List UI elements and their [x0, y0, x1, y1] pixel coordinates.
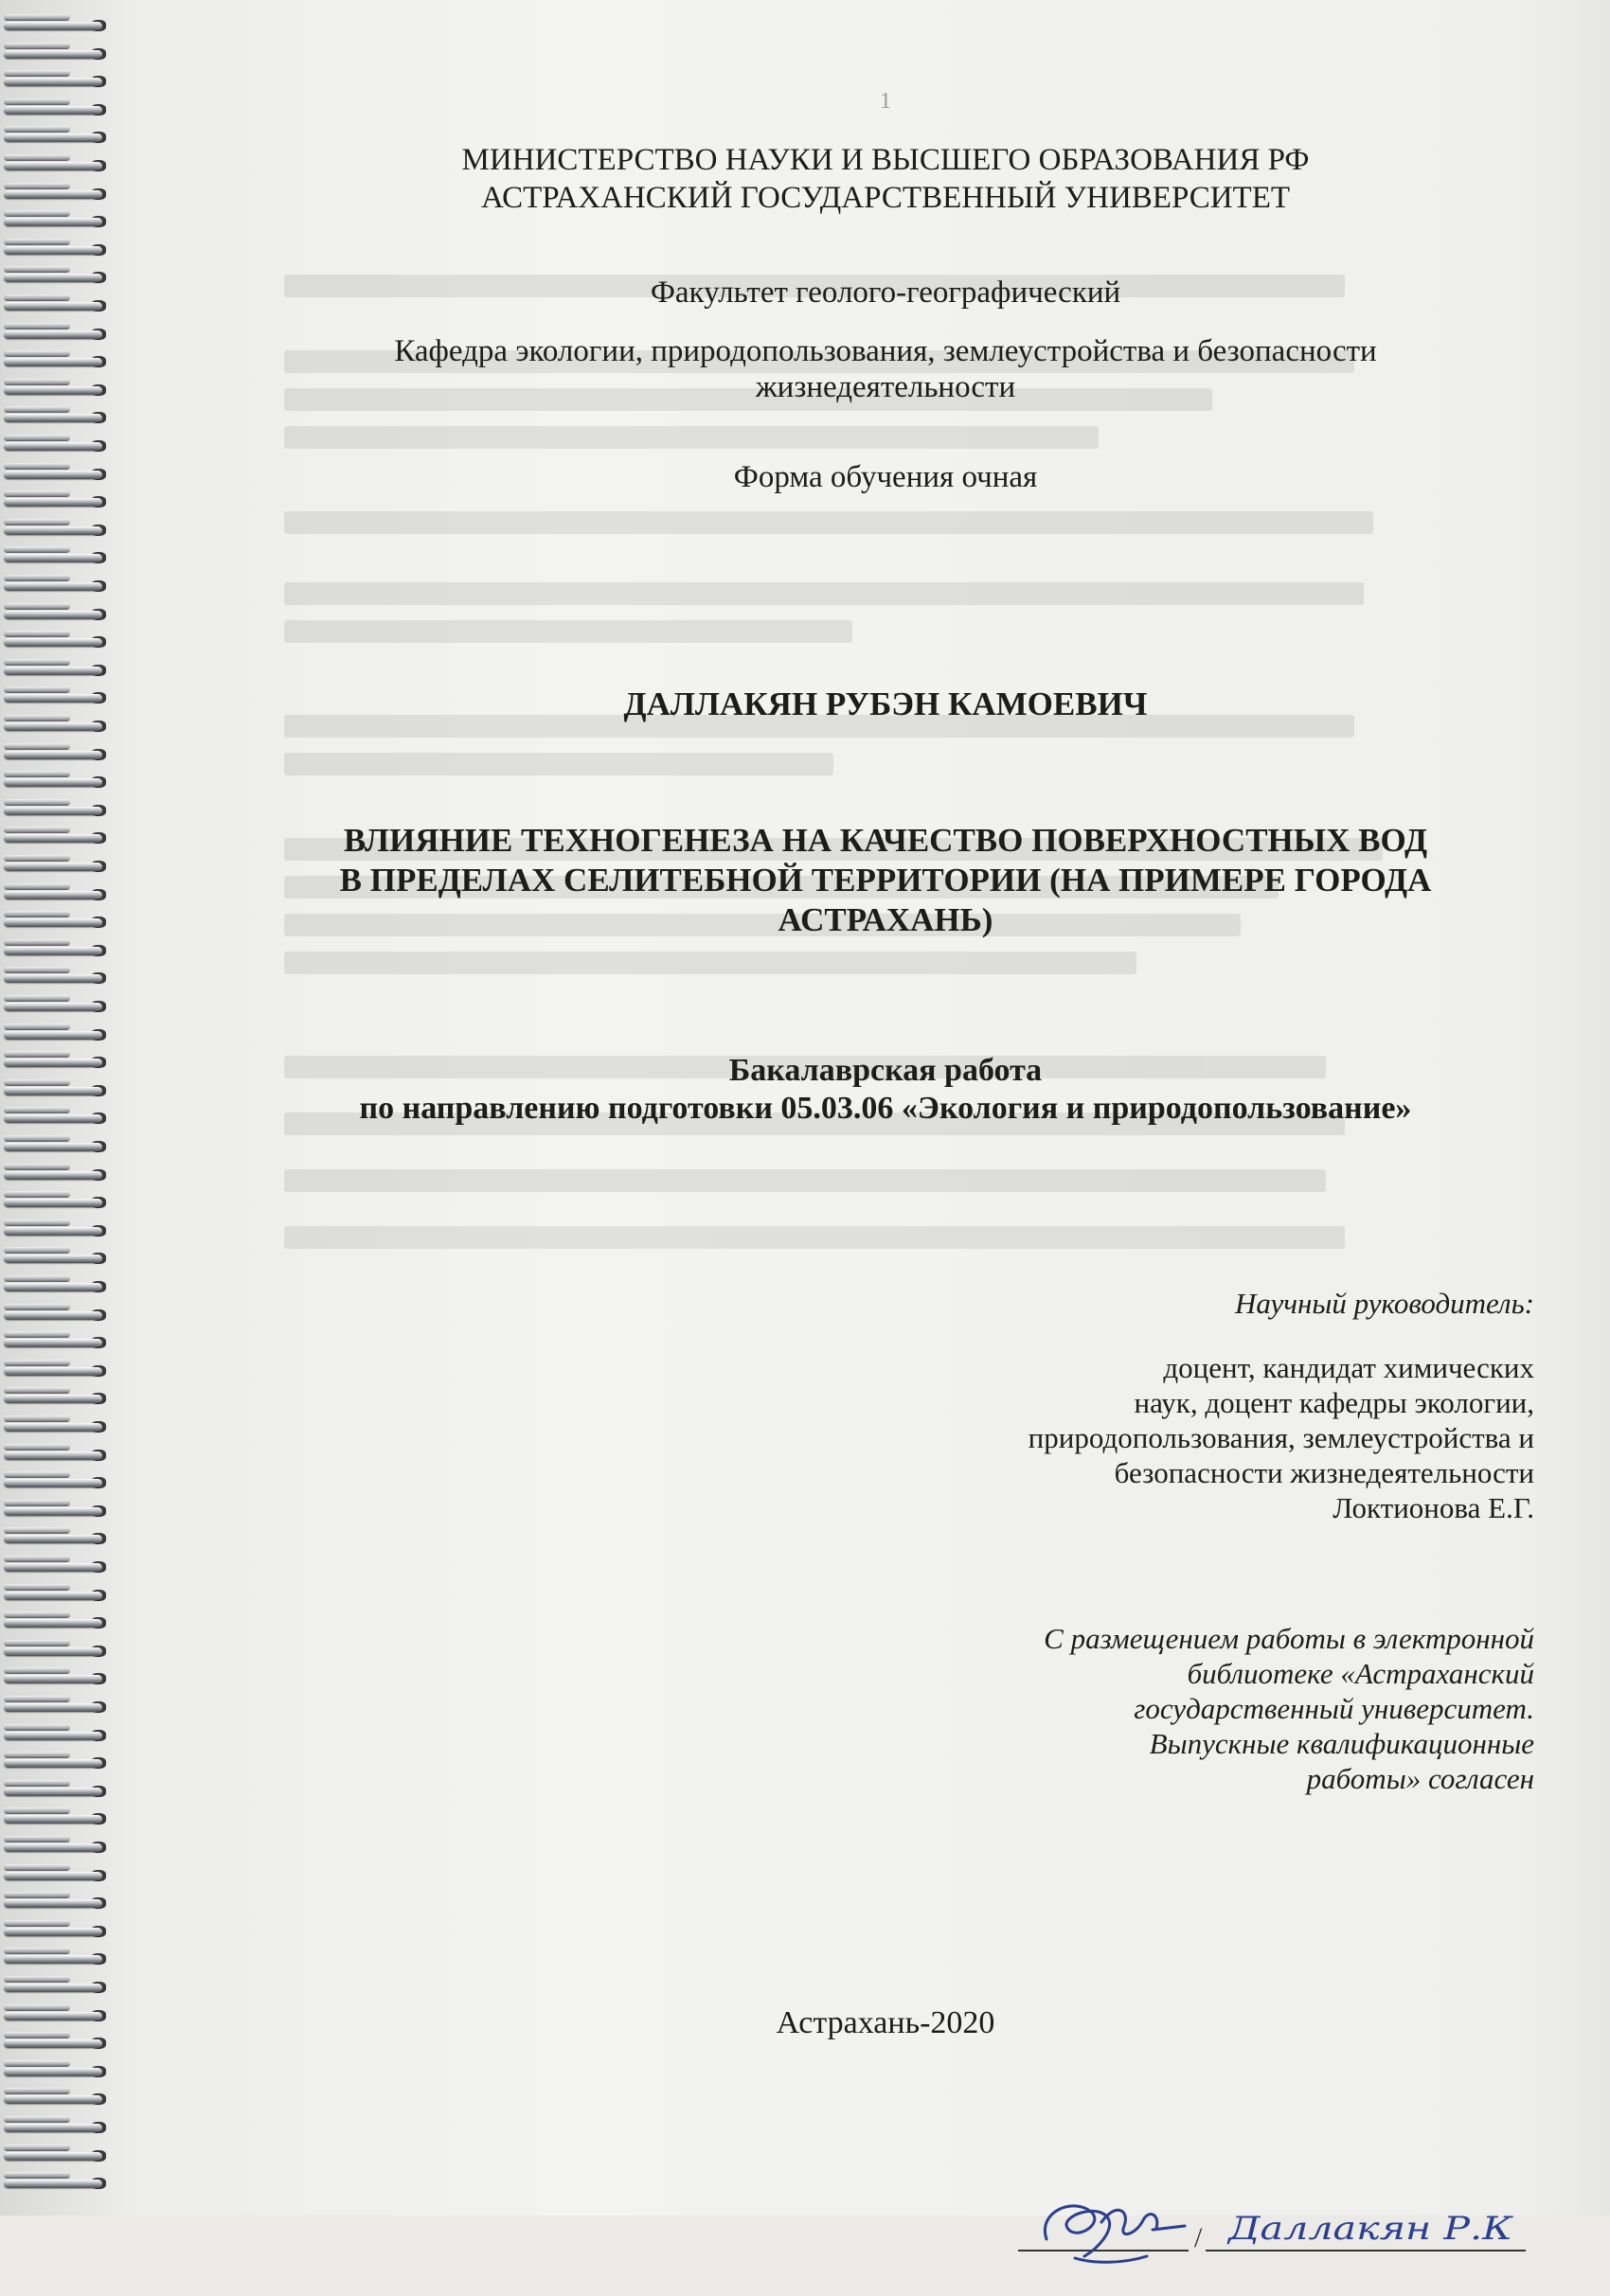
binding-coil [4, 522, 117, 539]
binding-wire-back [4, 1471, 70, 1478]
binding-wire-back [4, 98, 70, 105]
binding-wire-back [4, 463, 70, 470]
binding-coil [4, 17, 117, 34]
binding-wire-front [4, 358, 102, 366]
binding-coil [4, 241, 117, 258]
university-heading: АСТРАХАНСКИЙ ГОСУДАРСТВЕННЫЙ УНИВЕРСИТЕТ [480, 181, 1291, 215]
binding-wire-front [4, 414, 102, 422]
signature-block [1018, 2173, 1530, 2296]
binding-wire-front [4, 330, 102, 339]
binding-wire-back [4, 743, 70, 750]
binding-coil [4, 1474, 117, 1491]
binding-coil [4, 829, 117, 846]
binding-wire-front [4, 947, 102, 955]
binding-wire-back [4, 771, 70, 777]
binding-coil [4, 382, 117, 399]
binding-coil [4, 1587, 117, 1604]
binding-wire-back [4, 1807, 70, 1814]
binding-wire-front [4, 1647, 102, 1656]
binding-wire-front [4, 190, 102, 199]
binding-wire-front [4, 1311, 102, 1320]
binding-coil [4, 1054, 117, 1071]
binding-wire-back [4, 294, 70, 301]
binding-wire-front [4, 582, 102, 591]
binding-wire-back [4, 911, 70, 917]
binding-coil [4, 353, 117, 370]
binding-wire-front [4, 1675, 102, 1683]
binding-wire-front [4, 1592, 102, 1600]
binding-coil [4, 1950, 117, 1967]
binding-wire-front [4, 2012, 102, 2020]
binding-wire-front [4, 638, 102, 647]
binding-wire-back [4, 1107, 70, 1113]
binding-wire-back [4, 1696, 70, 1702]
binding-coil [4, 1530, 117, 1547]
binding-wire-back [4, 939, 70, 946]
binding-coil [4, 493, 117, 510]
binding-coil [4, 2091, 117, 2108]
binding-coil [4, 1278, 117, 1295]
binding-wire-back [4, 266, 70, 273]
binding-wire-back [4, 883, 70, 890]
binding-wire-back [4, 1331, 70, 1338]
binding-coil [4, 914, 117, 931]
binding-wire-front [4, 1563, 102, 1572]
binding-coil [4, 998, 117, 1015]
binding-coil [4, 1222, 117, 1239]
binding-coil [4, 1082, 117, 1099]
binding-wire-front [4, 1843, 102, 1852]
binding-wire-back [4, 70, 70, 77]
binding-wire-front [4, 891, 102, 899]
binding-coil [4, 1783, 117, 1800]
binding-coil [4, 718, 117, 735]
work-type: Бакалаврская работа [728, 1053, 1043, 1088]
binding-wire-front [4, 498, 102, 507]
binding-wire-back [4, 2116, 70, 2123]
binding-coil [4, 2119, 117, 2136]
supervisor-line-4: безопасности жизнедеятельности [1114, 1456, 1534, 1489]
binding-coil [4, 886, 117, 903]
binding-wire-back [4, 1135, 70, 1142]
binding-wire-front [4, 471, 102, 479]
study-direction: по направлению подготовки 05.03.06 «Экология и природопользование» [359, 1091, 1412, 1126]
binding-wire-back [4, 210, 70, 217]
binding-coil [4, 549, 117, 566]
binding-wire-back [4, 827, 70, 833]
binding-coil [4, 297, 117, 314]
binding-coil [4, 326, 117, 343]
binding-wire-back [4, 995, 70, 1002]
binding-coil [4, 157, 117, 174]
binding-coil [4, 689, 117, 706]
binding-wire-back [4, 1976, 70, 1983]
binding-wire-front [4, 2068, 102, 2076]
binding-wire-back [4, 1079, 70, 1086]
binding-wire-front [4, 694, 102, 703]
binding-wire-back [4, 406, 70, 413]
binding-wire-back [4, 1892, 70, 1898]
binding-coil [4, 437, 117, 454]
binding-wire-back [4, 2004, 70, 2011]
page-number: 1 [880, 89, 891, 114]
binding-wire-front [4, 1283, 102, 1291]
binding-coil [4, 1979, 117, 1996]
binding-wire-front [4, 246, 102, 255]
binding-wire-back [4, 43, 70, 49]
binding-coil [4, 1867, 117, 1884]
department-line-1: Кафедра экологии, природопользования, землеустройства и безопасности [394, 334, 1377, 368]
binding-wire-front [4, 106, 102, 115]
binding-coil [4, 1670, 117, 1687]
binding-wire-back [4, 1023, 70, 1030]
binding-wire-front [4, 2180, 102, 2188]
binding-wire-front [4, 442, 102, 451]
binding-wire-front [4, 78, 102, 86]
binding-wire-back [4, 967, 70, 973]
department-line-2: жизнедеятельности [755, 370, 1016, 404]
binding-wire-back [4, 631, 70, 637]
consent-line-3: государственный университет. [1134, 1692, 1534, 1725]
binding-wire-front [4, 302, 102, 311]
thesis-title-line-2: В ПРЕДЕЛАХ СЕЛИТЕБНОЙ ТЕРРИТОРИИ (НА ПРИМЕРЕ ГОРОДА [339, 862, 1432, 899]
binding-wire-front [4, 1395, 102, 1403]
binding-coil [4, 186, 117, 203]
city-year: Астрахань-2020 [776, 2005, 995, 2040]
binding-wire-back [4, 686, 70, 693]
binding-coil [4, 774, 117, 791]
binding-wire-front [4, 2039, 102, 2048]
supervisor-name: Локтионова Е.Г. [1333, 1491, 1534, 1524]
binding-wire-back [4, 1920, 70, 1927]
binding-wire-front [4, 1031, 102, 1040]
binding-wire-back [4, 1611, 70, 1618]
supervisor-line-3: природопользования, землеустройства и [1028, 1421, 1534, 1454]
binding-wire-back [4, 1640, 70, 1646]
binding-wire-back [4, 2145, 70, 2151]
binding-wire-back [4, 1780, 70, 1787]
binding-coil [4, 1810, 117, 1827]
binding-wire-back [4, 1527, 70, 1534]
binding-wire-front [4, 1984, 102, 1992]
author-name: ДАЛЛАКЯН РУБЭН КАМОЕВИЧ [623, 685, 1148, 722]
binding-coil [4, 746, 117, 763]
binding-wire-front [4, 526, 102, 535]
binding-wire-back [4, 1247, 70, 1254]
binding-wire-back [4, 1164, 70, 1170]
binding-wire-front [4, 1619, 102, 1628]
binding-wire-back [4, 2032, 70, 2038]
binding-coil [4, 1307, 117, 1324]
binding-coil [4, 1390, 117, 1407]
binding-coil [4, 633, 117, 650]
binding-wire-front [4, 554, 102, 562]
binding-wire-front [4, 918, 102, 927]
binding-wire-front [4, 1255, 102, 1263]
binding-wire-front [4, 2152, 102, 2161]
binding-coil [4, 578, 117, 595]
binding-coil [4, 1138, 117, 1155]
binding-wire-back [4, 799, 70, 806]
binding-coil [4, 1895, 117, 1912]
binding-wire-back [4, 1415, 70, 1422]
binding-coil [4, 1447, 117, 1464]
binding-wire-back [4, 1584, 70, 1591]
binding-wire-back [4, 2172, 70, 2179]
binding-coil [4, 73, 117, 90]
binding-coil [4, 1334, 117, 1351]
binding-wire-back [4, 603, 70, 610]
binding-wire-front [4, 1114, 102, 1123]
binding-wire-front [4, 667, 102, 675]
binding-wire-back [4, 1191, 70, 1198]
binding-wire-front [4, 722, 102, 731]
binding-coil [4, 2035, 117, 2052]
binding-wire-back [4, 1360, 70, 1366]
binding-coil [4, 1614, 117, 1631]
binding-wire-front [4, 2124, 102, 2132]
binding-coil [4, 1643, 117, 1660]
binding-wire-front [4, 218, 102, 226]
binding-wire-front [4, 1507, 102, 1516]
binding-wire-front [4, 1423, 102, 1432]
binding-wire-back [4, 659, 70, 666]
binding-wire-back [4, 323, 70, 329]
binding-wire-front [4, 1003, 102, 1011]
faculty-line: Факультет геолого-географический [650, 276, 1121, 310]
supervisor-line-1: доцент, кандидат химических [1163, 1351, 1534, 1384]
binding-wire-front [4, 1703, 102, 1712]
binding-coil [4, 1754, 117, 1771]
binding-wire-front [4, 2095, 102, 2104]
binding-wire-back [4, 1219, 70, 1226]
binding-coil [4, 2063, 117, 2080]
binding-coil [4, 606, 117, 623]
binding-coil [4, 213, 117, 230]
binding-coil [4, 1166, 117, 1184]
binding-wire-back [4, 1275, 70, 1282]
binding-coil [4, 942, 117, 959]
consent-line-1: С размещением работы в электронной [1044, 1622, 1534, 1655]
binding-coil [4, 129, 117, 146]
binding-wire-front [4, 1955, 102, 1964]
binding-wire-back [4, 1556, 70, 1562]
binding-wire-back [4, 1051, 70, 1058]
handwritten-signature [1045, 2206, 1185, 2262]
binding-wire-back [4, 1752, 70, 1758]
binding-coil [4, 1026, 117, 1043]
binding-wire-back [4, 546, 70, 553]
binding-coil [4, 409, 117, 426]
binding-wire-front [4, 1759, 102, 1768]
binding-wire-back [4, 435, 70, 441]
binding-wire-back [4, 855, 70, 862]
thesis-title-line-1: ВЛИЯНИЕ ТЕХНОГЕНЕЗА НА КАЧЕСТВО ПОВЕРХНОСТНЫХ ВОД [343, 822, 1428, 859]
binding-coil [4, 45, 117, 62]
binding-wire-back [4, 379, 70, 385]
binding-wire-back [4, 1836, 70, 1842]
study-form: Форма обучения очная [733, 460, 1038, 494]
consent-line-4: Выпускные квалификационные [1149, 1727, 1534, 1760]
title-page [237, 0, 1534, 2216]
binding-coil [4, 802, 117, 819]
binding-wire-front [4, 22, 102, 30]
binding-wire-front [4, 162, 102, 170]
ministry-heading: МИНИСТЕРСТВО НАУКИ И ВЫСШЕГО ОБРАЗОВАНИЯ РФ [461, 143, 1310, 177]
binding-wire-front [4, 751, 102, 759]
binding-coil [4, 1699, 117, 1716]
binding-wire-front [4, 1788, 102, 1796]
binding-wire-back [4, 1864, 70, 1871]
binding-coil [4, 269, 117, 286]
binding-wire-back [4, 1948, 70, 1954]
binding-wire-front [4, 1872, 102, 1880]
binding-coil [4, 2175, 117, 2192]
supervisor-line-2: наук, доцент кафедры экологии, [1134, 1386, 1534, 1419]
binding-wire-front [4, 974, 102, 983]
binding-wire-front [4, 611, 102, 619]
binding-wire-back [4, 1724, 70, 1731]
binding-wire-front [4, 1059, 102, 1067]
binding-wire-back [4, 350, 70, 357]
binding-wire-back [4, 239, 70, 245]
binding-wire-back [4, 1500, 70, 1506]
binding-wire-back [4, 519, 70, 525]
supervisor-label: Научный руководитель: [1235, 1287, 1534, 1320]
binding-wire-back [4, 1387, 70, 1394]
binding-coil [4, 858, 117, 875]
binding-wire-back [4, 14, 70, 21]
binding-wire-front [4, 1451, 102, 1460]
binding-wire-front [4, 1087, 102, 1095]
binding-wire-back [4, 2060, 70, 2067]
consent-line-5: работы» согласен [1306, 1762, 1534, 1795]
spiral-binding [0, 0, 133, 2216]
binding-coil [4, 1110, 117, 1127]
binding-wire-front [4, 274, 102, 282]
binding-coil [4, 1362, 117, 1379]
binding-coil [4, 970, 117, 987]
binding-wire-front [4, 1815, 102, 1824]
binding-wire-back [4, 154, 70, 161]
binding-wire-front [4, 386, 102, 395]
binding-wire-back [4, 490, 70, 497]
signature-separator: / [1194, 2222, 1203, 2253]
binding-wire-front [4, 50, 102, 59]
binding-coil [4, 1418, 117, 1435]
binding-wire-front [4, 863, 102, 871]
binding-coil [4, 1503, 117, 1520]
binding-wire-front [4, 1535, 102, 1543]
binding-wire-front [4, 1227, 102, 1236]
binding-coil [4, 466, 117, 483]
binding-wire-front [4, 1732, 102, 1740]
consent-line-2: библиотеке «Астраханский [1187, 1657, 1534, 1690]
binding-coil [4, 1727, 117, 1744]
binding-wire-front [4, 834, 102, 843]
binding-wire-back [4, 1304, 70, 1310]
binding-wire-back [4, 126, 70, 133]
binding-wire-back [4, 715, 70, 721]
binding-coil [4, 101, 117, 118]
binding-wire-front [4, 778, 102, 787]
binding-wire-front [4, 1171, 102, 1180]
binding-wire-front [4, 1199, 102, 1207]
binding-coil [4, 1250, 117, 1267]
binding-wire-back [4, 1444, 70, 1451]
binding-coil [4, 2007, 117, 2024]
binding-wire-front [4, 1928, 102, 1936]
binding-wire-back [4, 1667, 70, 1674]
binding-wire-back [4, 183, 70, 189]
thesis-title-line-3: АСТРАХАНЬ) [778, 901, 993, 938]
binding-coil [4, 1558, 117, 1575]
binding-wire-front [4, 1899, 102, 1908]
binding-coil [4, 1923, 117, 1940]
handwritten-name: Даллакян Р.К [1225, 2210, 1515, 2248]
binding-coil [4, 1839, 117, 1856]
binding-wire-front [4, 133, 102, 142]
binding-wire-front [4, 1143, 102, 1151]
binding-wire-front [4, 1367, 102, 1376]
binding-wire-back [4, 575, 70, 581]
binding-wire-front [4, 807, 102, 815]
binding-coil [4, 1194, 117, 1211]
binding-coil [4, 662, 117, 679]
binding-wire-front [4, 1479, 102, 1487]
binding-wire-back [4, 2088, 70, 2094]
binding-coil [4, 2147, 117, 2164]
binding-wire-front [4, 1339, 102, 1347]
